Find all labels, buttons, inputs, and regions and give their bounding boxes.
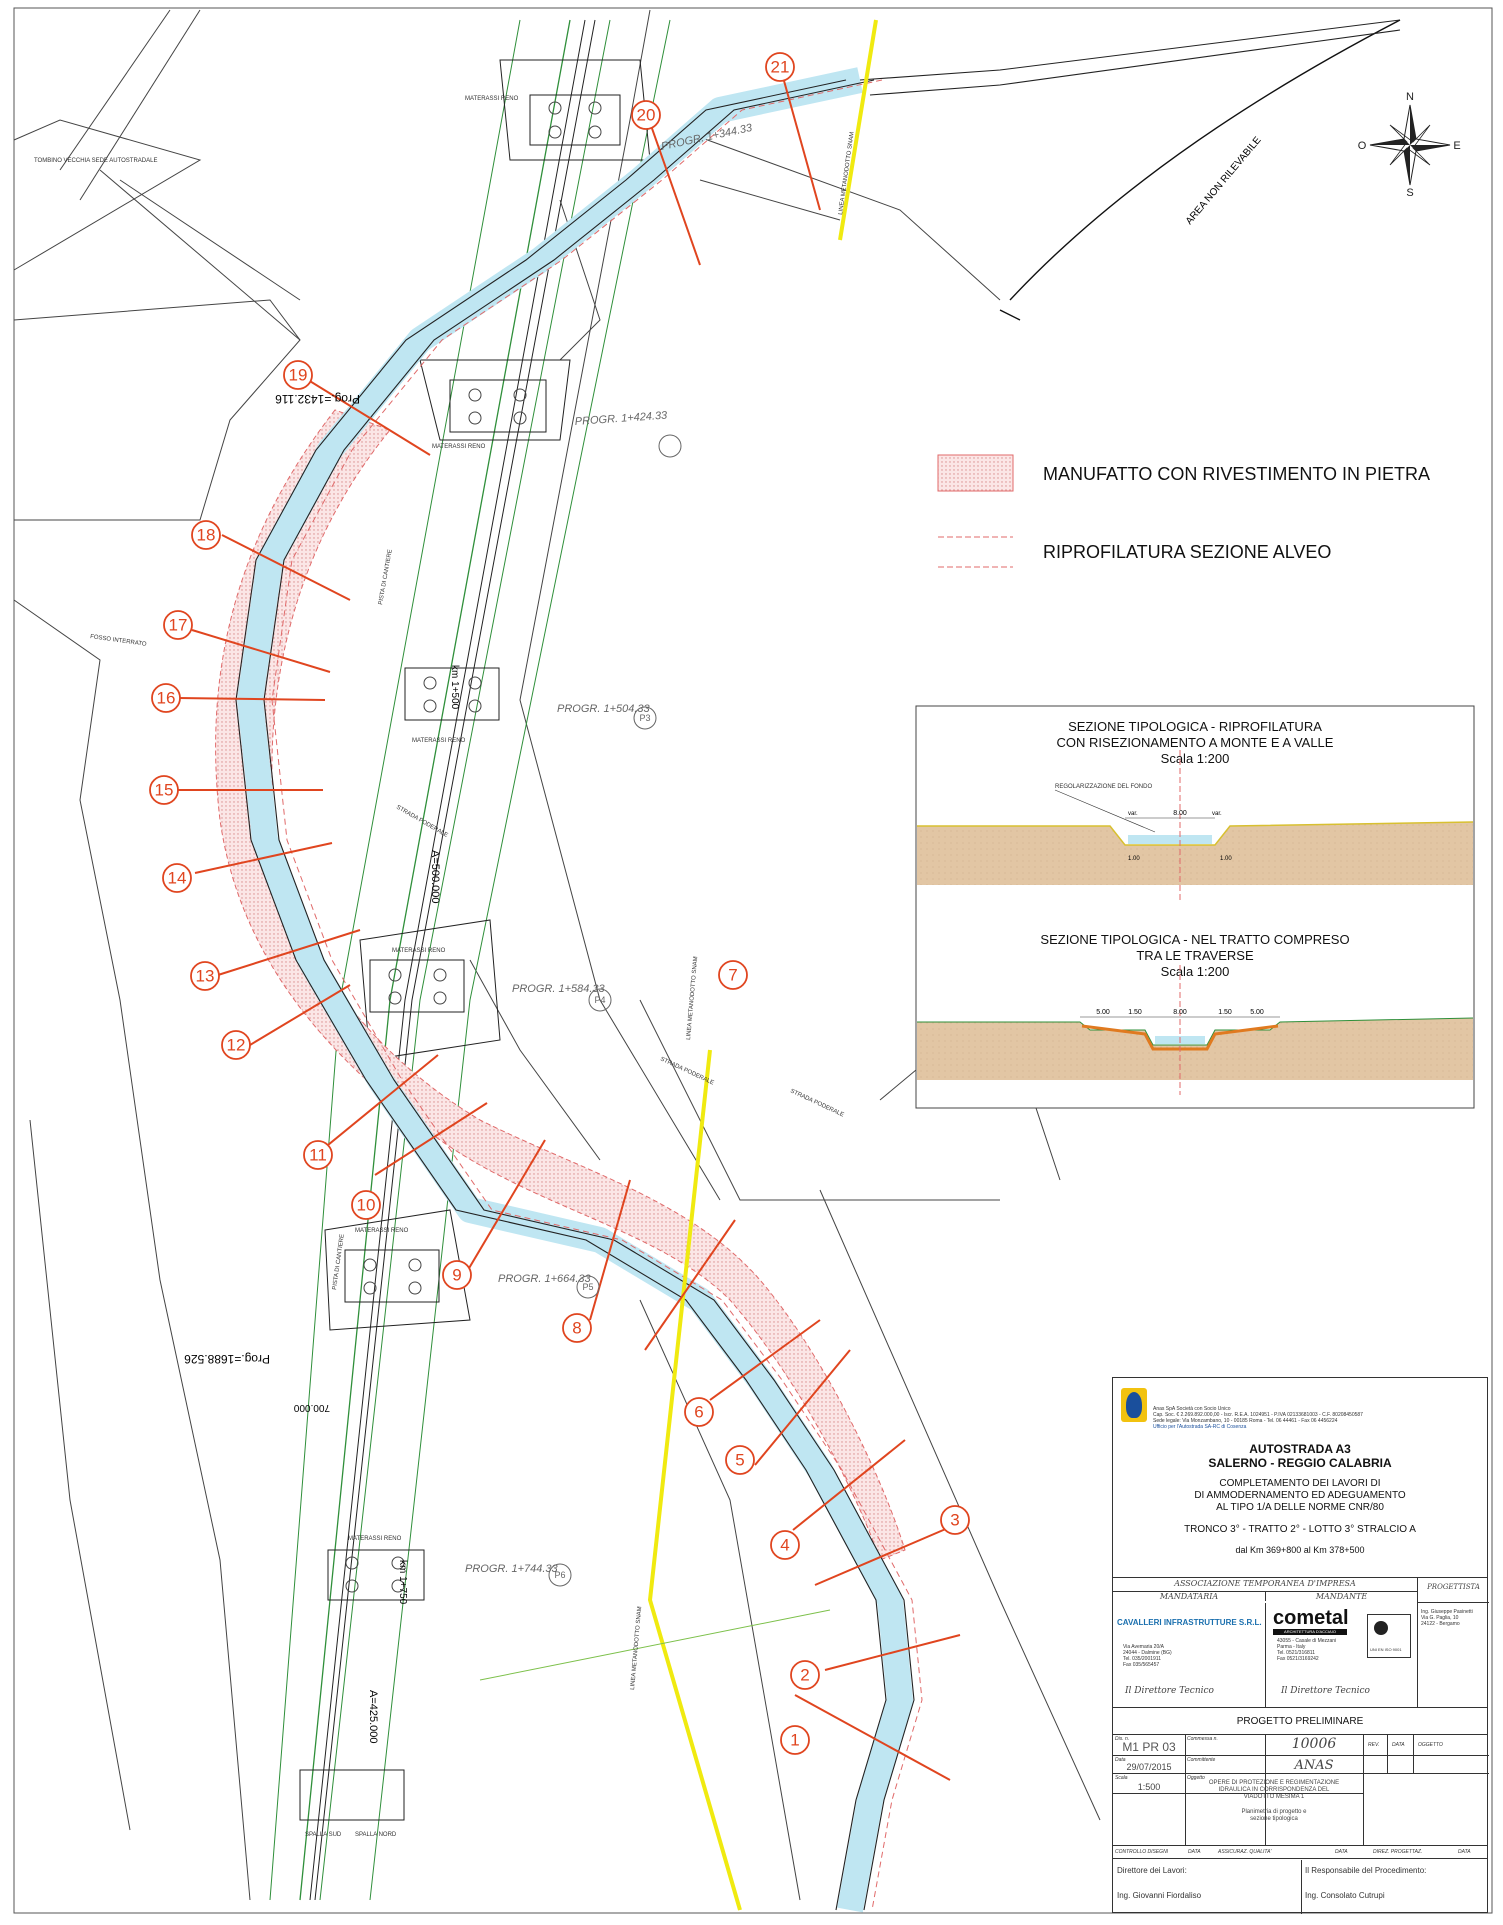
title-block [1112, 1377, 1488, 1913]
progr-4: PROGR. 1+584.33 [512, 983, 605, 995]
section2-title2: TRA LE TRAVERSE [1136, 948, 1254, 963]
pista-2: PISTA DI CANTIERE [332, 1233, 346, 1291]
phase: PROGETTO PRELIMINARE [1113, 1707, 1487, 1735]
ati-label: ASSOCIAZIONE TEMPORANEA D'IMPRESA [1174, 1579, 1356, 1588]
spalla-sud: SPALLA SUD [305, 1832, 342, 1838]
f-data2: DATA [1335, 1849, 1348, 1855]
materassi-5: MATERASSI RENO [355, 1228, 409, 1234]
cav-addr-3: Fax 035/565457 [1123, 1662, 1160, 1668]
legend-reprofile-label: RIPROFILATURA SEZIONE ALVEO [1043, 542, 1332, 562]
tombino-label: TOMBINO VECCHIA SEDE AUTOSTRADALE [34, 158, 158, 164]
legend-stone-label: MANUFATTO CON RIVESTIMENTO IN PIETRA [1043, 464, 1431, 484]
section1-title2: CON RISEZIONAMENTO A MONTE E A VALLE [1056, 735, 1334, 750]
section1-note: REGOLARIZZAZIONE DEL FONDO [1055, 784, 1153, 790]
progettista-addr-0: Via G. Paglia, 10 [1421, 1615, 1459, 1621]
section2-dim-4: 5.00 [1250, 1009, 1264, 1016]
date-value: 29/07/2015 [1126, 1762, 1172, 1772]
progr-2: PROGR. 1+424.33 [574, 409, 668, 428]
strada-1: STRADA PODERALE [659, 1056, 715, 1087]
cometal-sub: ARCHITETTURA D'ACCIAIO [1273, 1629, 1347, 1635]
materassi-6: MATERASSI RENO [348, 1536, 402, 1542]
cav-addr-2: Tel. 035/2001911 [1123, 1656, 1161, 1662]
compass-s: S [1406, 187, 1414, 199]
fosso-label: FOSSO INTERRATO [89, 634, 147, 648]
spalla-nord: SPALLA NORD [355, 1832, 397, 1838]
cav-addr-1: 24044 - Dalmine (BG) [1123, 1650, 1172, 1656]
section2-title1: SEZIONE TIPOLOGICA - NEL TRATTO COMPRESO [1040, 932, 1350, 947]
radius-700: 700.000 [293, 1402, 330, 1413]
works-3: AL TIPO 1/A DELLE NORME CNR/80 [1216, 1502, 1384, 1513]
com-addr-3: Fax 0521/3169242 [1277, 1656, 1319, 1662]
km-range: dal Km 369+800 al Km 378+500 [1235, 1545, 1365, 1555]
marker-label-1: 1 [790, 1730, 800, 1750]
compass-rose-icon [1370, 105, 1450, 185]
certification-badge [1367, 1614, 1411, 1658]
pier-tag-3: P3 [639, 713, 651, 723]
mandataria-label: MANDATARIA [1113, 1591, 1265, 1601]
obj-3: VIADOTTO MESIMA 1 [1243, 1794, 1305, 1800]
marker-label-6: 6 [694, 1402, 704, 1422]
marker-label-12: 12 [226, 1035, 246, 1055]
dt-2: Il Direttore Tecnico [1281, 1686, 1370, 1696]
cav-addr-0: Via Avemaria 20/A [1123, 1644, 1164, 1650]
pier-tag-6: P6 [554, 1570, 566, 1580]
materassi-1: MATERASSI RENO [465, 96, 519, 102]
h-data: DATA [1392, 1742, 1405, 1748]
cavalleri-name: CAVALLERI INFRASTRUTTURE S.R.L. [1117, 1618, 1262, 1627]
section1-dim-b: 1.00 [1220, 856, 1232, 862]
section2-dim-3: 1.50 [1218, 1009, 1232, 1016]
linea-3: LINEA METANODOTTO SNAM [838, 131, 856, 216]
committente-value: ANAS [1294, 1758, 1334, 1773]
marker-label-15: 15 [154, 780, 174, 800]
f-controllo: CONTROLLO DISEGNI [1115, 1849, 1169, 1855]
f-assicuraz: ASSICURAZ. QUALITA' [1218, 1849, 1272, 1855]
section1-var-right: var. [1212, 811, 1222, 817]
marker-label-11: 11 [309, 1145, 327, 1165]
progr-5: PROGR. 1+664.33 [498, 1273, 591, 1285]
marker-label-20: 20 [636, 105, 656, 125]
anas-line-2: Sede legale: Via Monzambano, 10 - 00185 Roma - Tel. 06 44461 - Fax 06 4456224 [1153, 1418, 1338, 1424]
compass-e: E [1453, 140, 1461, 152]
anas-line-3: Ufficio per l'Autostrada SA-RC di Cosenza [1153, 1424, 1247, 1430]
km-1750: km 1+750 [397, 1560, 408, 1605]
marker-label-14: 14 [167, 868, 187, 888]
anas-line-0: Anas SpA Società con Socio Unico [1153, 1406, 1231, 1412]
dl-label: Direttore dei Lavori: [1117, 1866, 1187, 1875]
dt-1: Il Direttore Tecnico [1125, 1686, 1214, 1696]
marker-label-18: 18 [196, 525, 216, 545]
marker-label-21: 21 [770, 57, 790, 77]
marker-label-5: 5 [735, 1450, 745, 1470]
rp-name: Ing. Consolato Cutrupi [1305, 1891, 1385, 1900]
section1-scale: Scala 1:200 [1160, 751, 1230, 766]
dis-number: M1 PR 03 [1122, 1740, 1176, 1754]
h-obj: Oggetto [1187, 1775, 1205, 1781]
f-data3: DATA [1458, 1849, 1471, 1855]
obj-2: IDRAULICA IN CORRISPONDENZA DEL [1218, 1787, 1330, 1793]
section1-dim-a: 1.00 [1128, 856, 1140, 862]
marker-label-16: 16 [156, 688, 176, 708]
compass-n: N [1406, 91, 1414, 103]
pipeline-line-north [840, 20, 876, 240]
h-oggetto: OGGETTO [1418, 1742, 1443, 1748]
pier-tag-4: P4 [594, 995, 606, 1005]
marker-label-13: 13 [195, 966, 215, 986]
cert-label: UNI EN ISO 9001 [1370, 1647, 1402, 1652]
dl-name: Ing. Giovanni Fiordaliso [1117, 1891, 1202, 1900]
materassi-2: MATERASSI RENO [432, 444, 486, 450]
f-data1: DATA [1188, 1849, 1201, 1855]
radius-425: A=425.000 [367, 1690, 379, 1744]
cert-seal-icon [1374, 1621, 1388, 1635]
com-addr-1: Parma - Italy [1277, 1644, 1306, 1650]
cometal-logo: cometal [1273, 1607, 1349, 1629]
prog-top: Prog.=1432.116 [275, 392, 360, 406]
h-scale: Scala [1115, 1775, 1128, 1781]
prog-bottom: Prog.=1688.526 [184, 1352, 270, 1366]
compass-o: O [1357, 140, 1367, 152]
road-title-2: SALERNO - REGGIO CALABRIA [1208, 1456, 1392, 1470]
anas-line-1: Cap. Soc. € 2.269.892.000,00 - Iscr. R.E.A. 1024951 - P.IVA 02133681003 - C.F. 80208450587 [1153, 1412, 1363, 1418]
section1-title1: SEZIONE TIPOLOGICA - RIPROFILATURA [1068, 719, 1322, 734]
works-1: COMPLETAMENTO DEI LAVORI DI [1219, 1478, 1381, 1489]
marker-label-9: 9 [452, 1265, 462, 1285]
h-date: Data [1115, 1757, 1126, 1763]
obj-1: OPERE DI PROTEZIONE E REGIMENTAZIONE [1208, 1780, 1340, 1786]
radius-500: A=500.000 [429, 850, 441, 904]
km-1500: km 1+500 [449, 665, 460, 710]
section2-dim-0: 5.00 [1096, 1009, 1110, 1016]
com-addr-2: Tel. 0521/316811 [1277, 1650, 1315, 1656]
area-label: AREA NON RILEVABILE [1183, 134, 1264, 227]
marker-label-17: 17 [168, 615, 188, 635]
pier-tag-5: P5 [582, 1282, 594, 1292]
commessa-number: 10006 [1291, 1736, 1337, 1752]
com-addr-0: 43055 - Casale di Mezzani [1277, 1638, 1337, 1644]
works-2: DI AMMODERNAMENTO ED ADEGUAMENTO [1194, 1490, 1406, 1501]
progr-6: PROGR. 1+744.33 [465, 1563, 558, 1575]
linea-1: LINEA METANODOTTO SNAM [686, 956, 700, 1041]
info-grid [1113, 1735, 1489, 1845]
progr-1: PROGR. 1+344.33 [660, 121, 754, 153]
approval-row [1113, 1845, 1487, 1859]
obj-5: sezione tipologica [1250, 1816, 1298, 1822]
pista-1: PISTA DI CANTIERE [378, 548, 394, 606]
section2-scale: Scala 1:200 [1160, 964, 1230, 979]
mandante-label: MANDANTE [1265, 1591, 1417, 1601]
scale-value: 1:500 [1137, 1782, 1161, 1792]
progr-3: PROGR. 1+504.33 [557, 703, 650, 715]
road-title-1: AUTOSTRADA A3 [1249, 1442, 1351, 1456]
marker-label-3: 3 [950, 1510, 960, 1530]
progettista-addr-1: 24122 - Bergamo [1421, 1621, 1460, 1627]
marker-label-8: 8 [572, 1318, 582, 1338]
pipeline-line-south [650, 1050, 740, 1910]
anas-logo-icon [1121, 1388, 1147, 1422]
section1-dim-top: 8.00 [1173, 810, 1187, 817]
rp-label: Il Responsabile del Procedimento: [1305, 1866, 1427, 1875]
strada-3: STRADA PODERALE [395, 804, 449, 839]
watercourse [250, 80, 900, 1910]
h-dis: Dis. n. [1115, 1736, 1130, 1742]
h-rev: REV. [1368, 1742, 1380, 1748]
section2-dim-1: 1.50 [1128, 1009, 1142, 1016]
legend-stone-swatch [938, 455, 1013, 491]
marker-label-19: 19 [288, 365, 308, 385]
marker-label-7: 7 [728, 965, 738, 985]
linea-2: LINEA METANODOTTO SNAM [630, 1606, 644, 1691]
h-committente: Committente [1187, 1757, 1216, 1763]
marker-label-4: 4 [780, 1535, 790, 1555]
materassi-3: MATERASSI RENO [412, 738, 466, 744]
tronco: TRONCO 3° - TRATTO 2° - LOTTO 3° STRALCIO A [1184, 1524, 1416, 1535]
progettista-label: PROGETTISTA [1417, 1578, 1489, 1708]
f-direz: DIREZ. PROGETTAZ. [1373, 1849, 1423, 1855]
section2-dim-2: 8.00 [1173, 1009, 1187, 1016]
strada-2: STRADA PODERALE [789, 1088, 845, 1119]
progettista-name: Ing. Giuseppe Pasinetti [1421, 1609, 1473, 1615]
obj-4: Planimetria di progetto e [1241, 1809, 1307, 1815]
marker-label-2: 2 [800, 1665, 810, 1685]
marker-label-10: 10 [356, 1195, 376, 1215]
section1-var-left: var. [1128, 811, 1138, 817]
h-comm: Commessa n. [1187, 1736, 1218, 1742]
materassi-4: MATERASSI RENO [392, 948, 446, 954]
